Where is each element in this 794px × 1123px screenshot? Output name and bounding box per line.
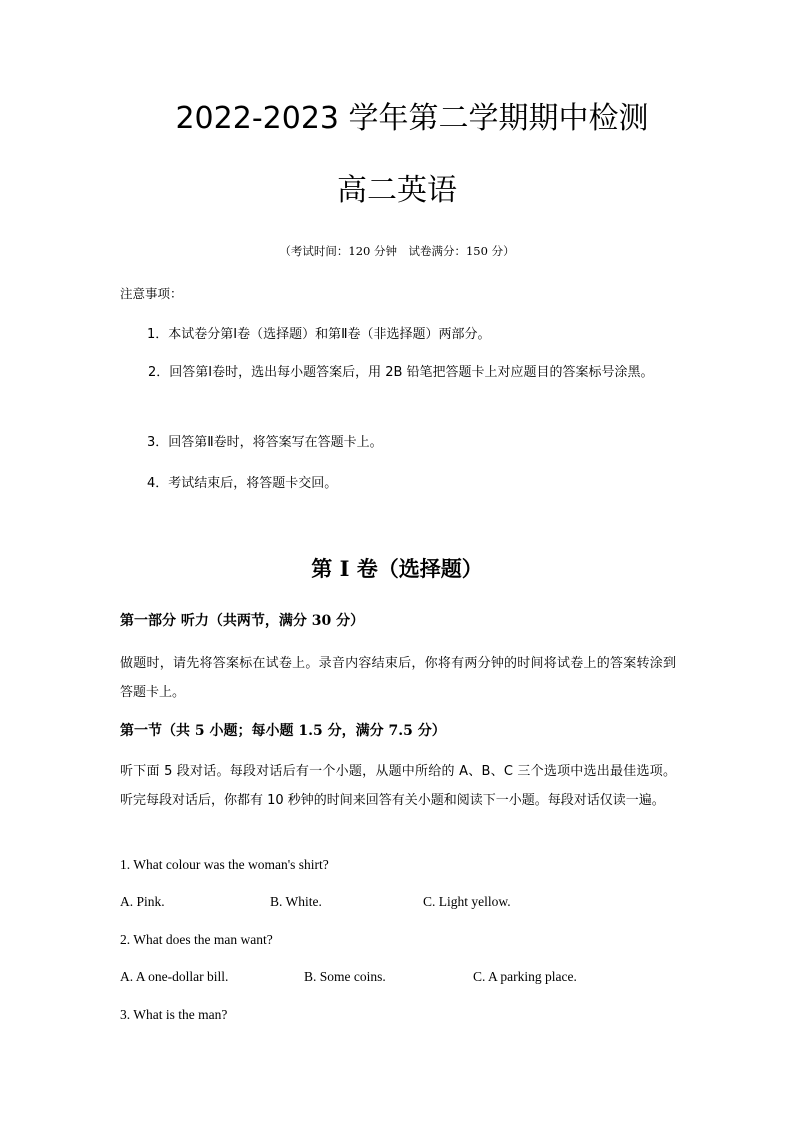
- note-item-3: 3．回答第Ⅱ卷时，将答案写在答题卡上。: [147, 435, 383, 450]
- part-1-instructions: 做题时，请先将答案标在试卷上。录音内容结束后，你将有两分钟的时间将试卷上的答案转涂到答题卡上。: [120, 656, 676, 700]
- question-1-option-a: A. Pink.: [120, 894, 165, 909]
- section-1-heading: 第一节（共 5 小题；每小题 1.5 分，满分 7.5 分）: [120, 723, 446, 739]
- question-1-stem: 1. What colour was the woman's shirt?: [120, 857, 329, 872]
- question-2-option-a: A. A one-dollar bill.: [120, 969, 229, 984]
- question-2-option-c: C. A parking place.: [473, 969, 577, 984]
- notes-heading: 注意事项：: [120, 286, 183, 301]
- volume-1-title: 第 I 卷（选择题）: [311, 556, 483, 581]
- section-1-instructions: 听下面 5 段对话。每段对话后有一个小题，从题中所给的 A、B、C 三个选项中选出最佳选项。听完每段对话后，你都有 10 秒钟的时间来回答有关小题和阅读下一小题。每段对话仅读一遍。: [120, 764, 676, 808]
- question-3-stem: 3. What is the man?: [120, 1007, 228, 1022]
- question-1-option-b: B. White.: [270, 894, 322, 909]
- exam-title: 2022-2023 学年第二学期期中检测: [175, 101, 649, 136]
- question-1-option-c: C. Light yellow.: [423, 894, 511, 909]
- question-2-option-b: B. Some coins.: [304, 969, 386, 984]
- part-1-heading: 第一部分 听力（共两节，满分 30 分）: [120, 613, 365, 629]
- exam-time-and-score: （考试时间：120 分钟 试卷满分：150 分）: [279, 244, 515, 258]
- note-item-1: 1．本试卷分第Ⅰ卷（选择题）和第Ⅱ卷（非选择题）两部分。: [147, 327, 491, 342]
- note-item-4: 4．考试结束后，将答题卡交回。: [147, 476, 338, 491]
- exam-subject: 高二英语: [337, 173, 457, 208]
- note-item-2: 2．回答第Ⅰ卷时，选出每小题答案后，用 2B 铅笔把答题卡上对应题目的答案标号涂黑。: [148, 365, 654, 380]
- question-2-stem: 2. What does the man want?: [120, 932, 273, 947]
